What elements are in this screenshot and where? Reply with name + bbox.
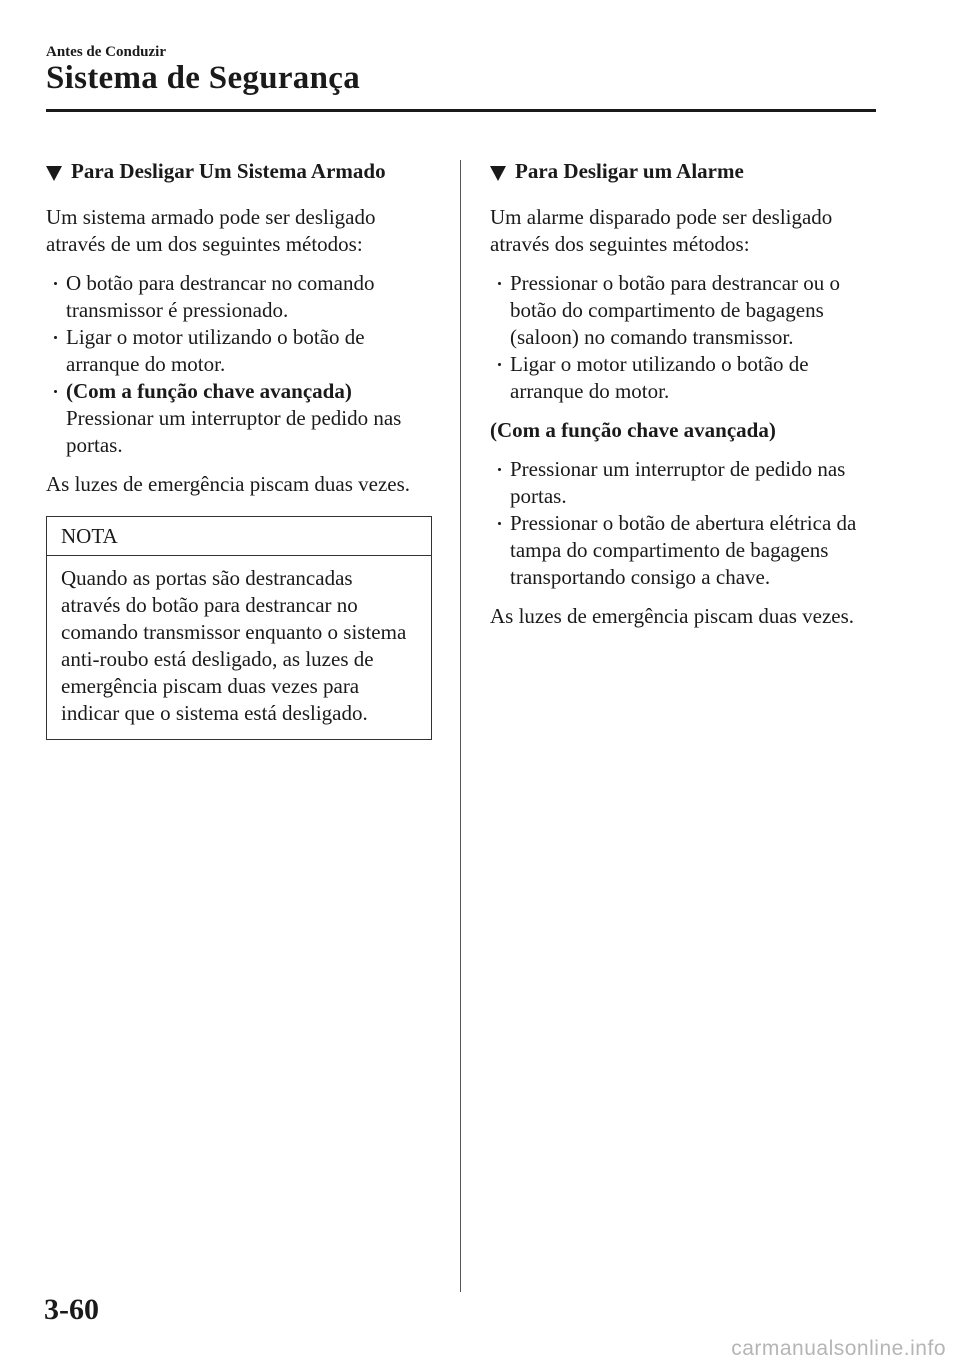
bullet-icon xyxy=(498,522,501,525)
right-subheading: (Com a função chave avançada) xyxy=(490,418,776,442)
list-item xyxy=(490,270,885,351)
bullet-icon xyxy=(54,390,57,393)
left-bullet-list xyxy=(46,270,436,459)
page-title: Sistema de Segurança xyxy=(46,60,360,96)
list-item xyxy=(490,456,885,510)
list-item xyxy=(46,378,436,459)
left-heading-text: Para Desligar Um Sistema Armado xyxy=(71,159,386,183)
triangle-down-icon xyxy=(46,166,62,181)
note-body: Quando as portas são destrancadas através do botão para destrancar no comando transmissor enquanto o sistema anti-roubo está desligado, as luzes de emergência piscam duas vezes para indicar que o sistema está desligado. xyxy=(61,566,407,725)
list-item-text: Pressionar um interruptor de pedido nas portas. xyxy=(66,406,402,457)
column-divider xyxy=(460,160,461,1292)
bullet-icon xyxy=(54,282,57,285)
right-heading-text: Para Desligar um Alarme xyxy=(515,159,744,183)
right-bullet-list-2 xyxy=(490,456,885,591)
bullet-icon xyxy=(498,363,501,366)
right-intro: Um alarme disparado pode ser desligado através dos seguintes métodos: xyxy=(490,205,833,256)
list-item xyxy=(490,510,885,591)
right-column xyxy=(490,158,885,642)
list-item-text: Ligar o motor utilizando o botão de arranque do motor. xyxy=(66,325,365,376)
list-item xyxy=(490,351,885,405)
header-rule xyxy=(46,109,876,112)
right-closing: As luzes de emergência piscam duas vezes. xyxy=(490,604,855,628)
list-item-text: Pressionar um interruptor de pedido nas portas. xyxy=(510,457,846,508)
left-closing: As luzes de emergência piscam duas vezes. xyxy=(46,472,411,496)
section-label: Antes de Conduzir xyxy=(46,44,167,60)
bullet-icon xyxy=(54,336,57,339)
note-title: NOTA xyxy=(47,517,431,556)
watermark: carmanualsonline.info xyxy=(731,1337,946,1360)
list-item-bold-label: (Com a função chave avançada) xyxy=(66,379,352,403)
bullet-icon xyxy=(498,468,501,471)
list-item-text: Pressionar o botão para destrancar ou o botão do compartimento de bagagens (saloon) no comando transmissor. xyxy=(510,271,841,349)
note-box xyxy=(46,516,432,740)
page-number: 3-60 xyxy=(44,1293,99,1326)
triangle-down-icon xyxy=(490,166,506,181)
left-heading xyxy=(46,158,436,185)
right-bullet-list xyxy=(490,270,885,405)
bullet-icon xyxy=(498,282,501,285)
list-item-text: O botão para destrancar no comando transmissor é pressionado. xyxy=(66,271,375,322)
list-item-text: Pressionar o botão de abertura elétrica da tampa do compartimento de bagagens transportando consigo a chave. xyxy=(510,511,857,589)
list-item xyxy=(46,324,436,378)
list-item-text: Ligar o motor utilizando o botão de arranque do motor. xyxy=(510,352,809,403)
right-heading xyxy=(490,158,885,185)
left-intro: Um sistema armado pode ser desligado através de um dos seguintes métodos: xyxy=(46,205,376,256)
list-item xyxy=(46,270,436,324)
left-column xyxy=(46,158,436,740)
